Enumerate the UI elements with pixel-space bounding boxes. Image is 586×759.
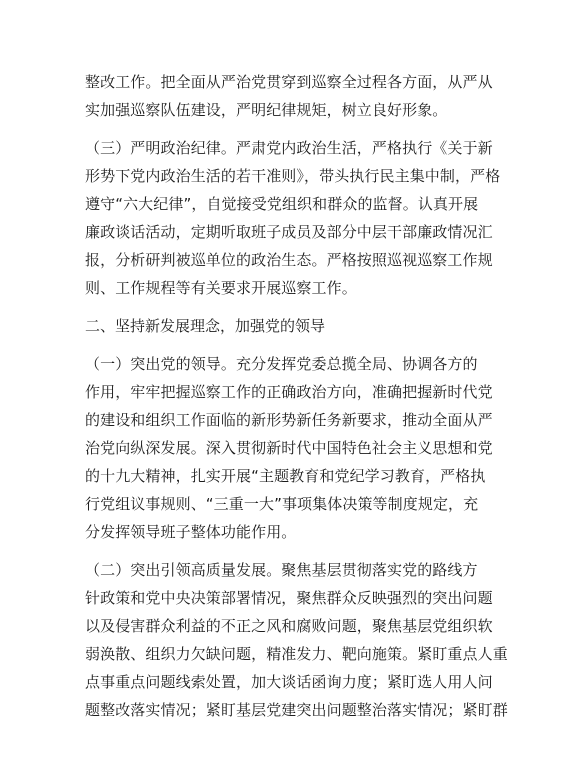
text-line: 则、工作规程等有关要求开展巡察工作。 xyxy=(85,279,357,297)
text-line: 廉政谈话活动，定期听取班子成员及部分中层干部廉政情况汇 xyxy=(85,223,493,241)
text-line: 分发挥领导班子整体功能作用。 xyxy=(85,523,297,541)
text-line: 行党组议事规则、“三重一大”事项集体决策等制度规定，充 xyxy=(85,495,479,513)
text-line: 题整改落实情况；紧盯基层党建突出问题整治落实情况；紧盯群 xyxy=(85,701,508,719)
text-line: 点事重点问题线索处置，加大谈话函询力度；紧盯选人用人问 xyxy=(85,673,493,691)
paragraph-high-quality-development xyxy=(85,556,516,724)
text-line: 遵守“六大纪律”，自觉接受党组织和群众的监督。认真开展 xyxy=(85,195,479,213)
text-line: 的建设和组织工作面临的新形势新任务新要求，推动全面从严 xyxy=(85,411,493,429)
text-line: 弱涣散、组织力欠缺问题，精准发力、靶向施策。紧盯重点人重 xyxy=(85,645,508,663)
text-line: （三）严明政治纪律。严肃党内政治生活，严格执行《关于新 xyxy=(85,139,493,157)
text-line: 治党向纵深发展。深入贯彻新时代中国特色社会主义思想和党 xyxy=(85,439,493,457)
paragraph-political-discipline xyxy=(85,134,516,302)
paragraph-party-leadership xyxy=(85,350,516,546)
text-line: 报，分析研判被巡单位的政治生态。严格按照巡视巡察工作规 xyxy=(85,251,493,269)
text-line: 实加强巡察队伍建设，严明纪律规矩，树立良好形象。 xyxy=(85,101,448,119)
text-line: 作用，牢牢把握巡察工作的正确政治方向，准确把握新时代党 xyxy=(85,383,493,401)
section-heading xyxy=(85,312,516,340)
heading-text: 二、坚持新发展理念，加强党的领导 xyxy=(85,317,326,335)
text-line: 整改工作。把全面从严治党贯穿到巡察全过程各方面，从严从 xyxy=(85,73,493,91)
paragraph-continuation xyxy=(85,68,516,124)
text-line: 以及侵害群众利益的不正之风和腐败问题，聚焦基层党组织软 xyxy=(85,617,493,635)
text-line: 针政策和党中央决策部署情况，聚焦群众反映强烈的突出问题 xyxy=(85,589,493,607)
text-line: 的十九大精神，扎实开展“主题教育和党纪学习教育，严格执 xyxy=(85,467,486,485)
text-line: （二）突出引领高质量发展。聚焦基层贯彻落实党的路线方 xyxy=(85,561,478,579)
text-line: （一）突出党的领导。充分发挥党委总揽全局、协调各方的 xyxy=(85,355,478,373)
document-body xyxy=(85,68,516,734)
text-line: 形势下党内政治生活的若干准则》，带头执行民主集中制，严格 xyxy=(85,167,501,185)
